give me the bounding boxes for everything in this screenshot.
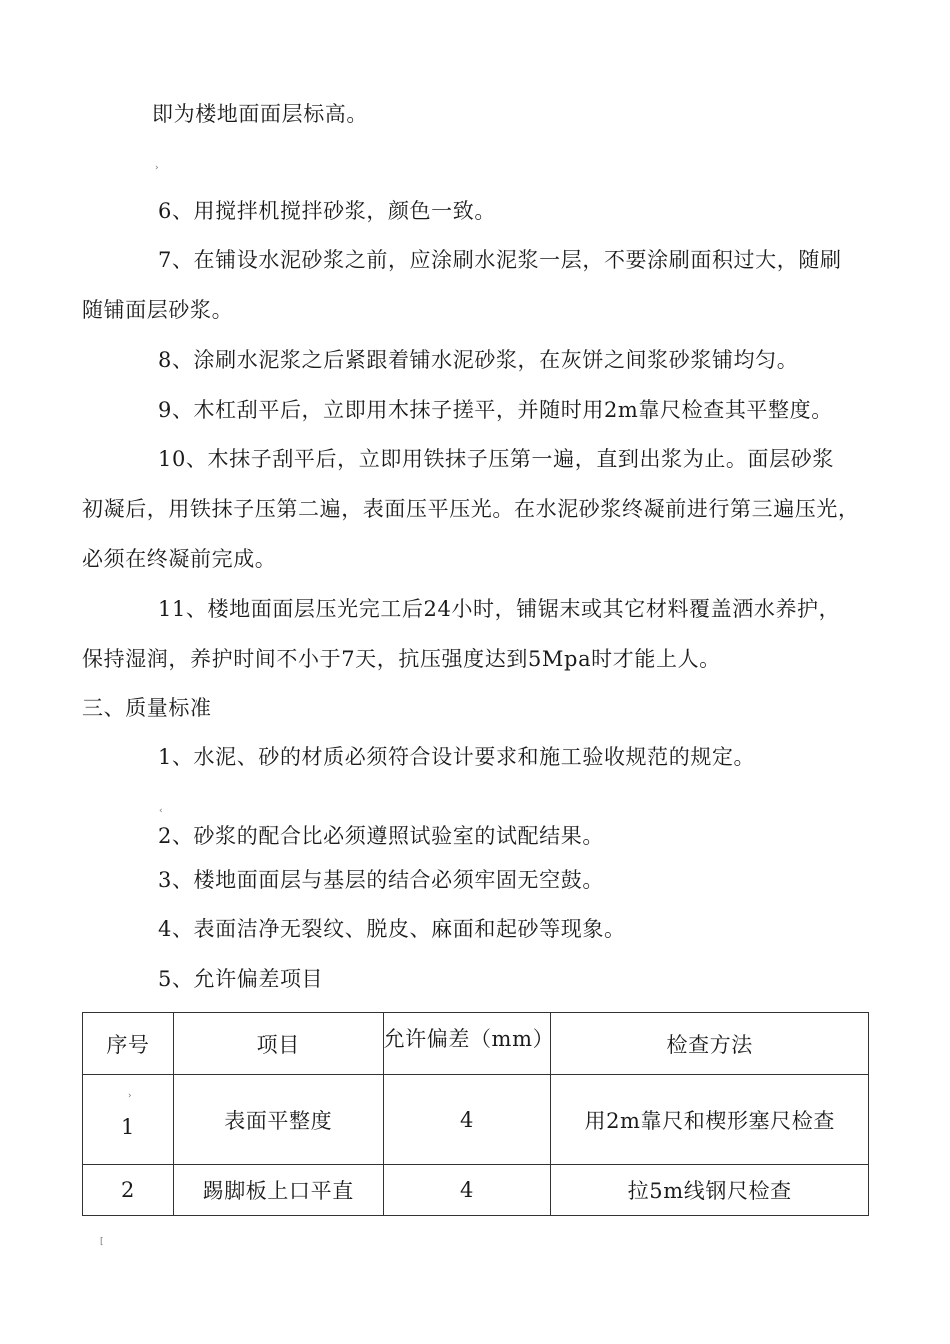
text-line: 9、木杠刮平后，立即用木抹子搓平，并随时用2m靠尺检查其平整度。 (158, 398, 833, 422)
text-line: 2、砂浆的配合比必须遵照试验室的试配结果。 (158, 824, 604, 848)
table-cell: 踢脚板上口平直 (173, 1165, 383, 1216)
table-header-row (83, 1013, 869, 1075)
text-line: 11、楼地面面层压光完工后24小时，铺锯末或其它材料覆盖洒水养护， (158, 597, 841, 621)
section-heading: 三、质量标准 (82, 696, 212, 720)
text-line: 5、允许偏差项目 (158, 967, 324, 991)
header-cell: 项目 (173, 1013, 383, 1075)
row-number: 1 (120, 1114, 135, 1139)
text-line: 7、在铺设水泥砂浆之前，应涂刷水泥浆一层，不要涂刷面积过大，随刷 (158, 248, 842, 272)
table-cell: 表面平整度 (173, 1075, 383, 1165)
stray-mark: › (155, 163, 159, 173)
table-cell: 拉5m线钢尺检查 (551, 1165, 869, 1216)
table-cell: 4 (383, 1165, 551, 1216)
text-line: 随铺面层砂浆。 (82, 298, 234, 322)
table-row (83, 1165, 869, 1216)
text-line: 10、木抹子刮平后，立即用铁抹子压第一遍，直到出浆为止。面层砂浆 (158, 447, 834, 471)
text-line: 3、楼地面面层与基层的结合必须牢固无空鼓。 (158, 868, 604, 892)
text-line: 4、表面洁净无裂纹、脱皮、麻面和起砂等现象。 (158, 917, 626, 941)
text-line: 必须在终凝前完成。 (82, 547, 277, 571)
text-line: 初凝后，用铁抹子压第二遍，表面压平压光。在水泥砂浆终凝前进行第三遍压光， (82, 497, 860, 521)
text-line: 保持湿润，养护时间不小于7天，抗压强度达到5Mpa时才能上人。 (82, 647, 721, 671)
table-cell: 2 (83, 1165, 174, 1216)
stray-mark: ‹ (159, 806, 163, 816)
table-cell: 4 (383, 1075, 551, 1165)
stray-mark: › (128, 1091, 133, 1101)
text-line: 6、用搅拌机搅拌砂浆，颜色一致。 (158, 199, 496, 223)
table-cell (83, 1075, 174, 1165)
header-cell: 序号 (83, 1013, 174, 1075)
text-line: 8、涂刷水泥浆之后紧跟着铺水泥砂浆，在灰饼之间浆砂浆铺均匀。 (158, 348, 799, 372)
header-cell: 允许偏差（mm） (383, 1013, 551, 1075)
text-line: 1、水泥、砂的材质必须符合设计要求和施工验收规范的规定。 (158, 745, 756, 769)
header-cell: 检查方法 (551, 1013, 869, 1075)
deviation-table (82, 1012, 869, 1216)
table-cell: 用2m靠尺和楔形塞尺检查 (551, 1075, 869, 1165)
table-row (83, 1075, 869, 1165)
text-line: 即为楼地面面层标高。 (152, 102, 368, 126)
stray-mark: [ (100, 1237, 104, 1247)
